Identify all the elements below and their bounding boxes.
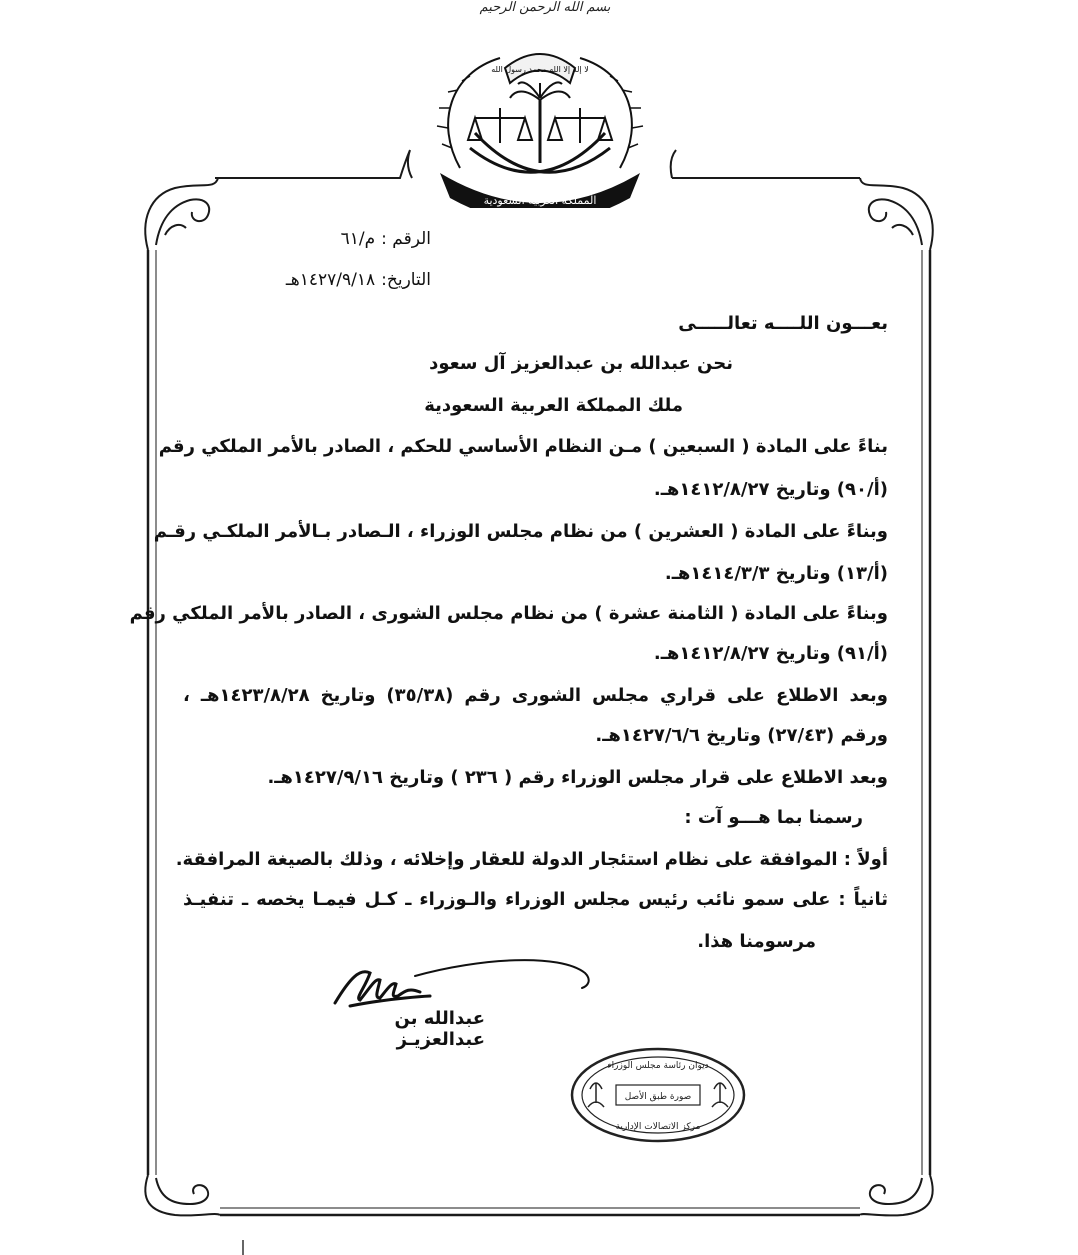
decree-date: [286, 270, 431, 290]
decree-date-label: التاريخ:: [381, 270, 431, 290]
decree-clause-line: رسمنا بما هـــو آت :: [684, 807, 863, 828]
saudi-emblem-icon: [430, 28, 650, 208]
king-title-line: ملك المملكة العربية السعودية: [424, 395, 683, 416]
article-first: أولاً : الموافقة على نظام استئجار الدولة للعقار وإخلائه ، وذلك بالصيغة المرافقة.: [175, 849, 888, 870]
signatory-name: عبدالله بن عبدالعزيـز: [394, 1008, 485, 1050]
decree-number-value: م/٦١: [340, 229, 376, 249]
basmala: بسم الله الرحمن الرحيم: [479, 0, 611, 15]
emblem-ribbon-text: المملكة العربية السعودية: [483, 194, 597, 207]
decree-number-label: الرقم :: [381, 229, 431, 249]
body-paragraph-line: وبناءً على المادة ( العشرين ) من نظام مجلس الوزراء ، الـصادر بـالأمر الملكـي رقـم: [153, 521, 888, 542]
body-paragraph-line: (أ/٩١) وتاريخ ١٤١٢/٨/٢٧هـ.: [653, 643, 888, 664]
emblem-banner-text: لا إله إلا الله محمد رسول الله: [491, 65, 589, 74]
decree-number: [341, 229, 431, 249]
body-paragraph-line: (أ/٩٠) وتاريخ ١٤١٢/٨/٢٧هـ.: [653, 479, 888, 500]
body-paragraph-line: وبعد الاطلاع على قراري مجلس الشورى رقم (٣٥/٣٨) وتاريخ ١٤٢٣/٨/٢٨هـ ،: [183, 685, 888, 706]
article-second-continued: مرسومنا هذا.: [697, 931, 816, 952]
king-name-line: نحن عبدالله بن عبدالعزيز آل سعود: [429, 353, 733, 374]
body-paragraph-line: بناءً على المادة ( السبعين ) مـن النظام الأساسي للحكم ، الصادر بالأمر الملكي رقم: [158, 436, 888, 457]
stamp-bottom-text: مركز الاتصالات الإدارية: [615, 1122, 701, 1132]
stamp-center-text: صورة طبق الأصل: [624, 1092, 692, 1102]
stamp-top-text: ديوان رئاسة مجلس الوزراء: [607, 1061, 709, 1071]
official-stamp-icon: [568, 1045, 748, 1145]
body-paragraph-line: ورقم (٢٧/٤٣) وتاريخ ١٤٢٧/٦/٦هـ.: [595, 725, 888, 746]
body-paragraph-line: وبعد الاطلاع على قرار مجلس الوزراء رقم ( ٢٣٦ ) وتاريخ ١٤٢٧/٩/١٦هـ.: [267, 767, 888, 788]
body-paragraph-line: وبناءً على المادة ( الثامنة عشرة ) من نظام مجلس الشورى ، الصادر بالأمر الملكي رقم: [129, 603, 888, 624]
opening-line: بعـــون اللــــه تعالـــــى: [678, 313, 888, 334]
body-paragraph-line: (أ/١٣) وتاريخ ١٤١٤/٣/٣هـ.: [664, 563, 888, 584]
decree-date-value: ١٤٢٧/٩/١٨هـ: [285, 270, 376, 290]
article-second: ثانياً : على سمو نائب رئيس مجلس الوزراء والـوزراء ـ كـل فيمـا يخصه ـ تنفيـذ: [183, 889, 888, 910]
